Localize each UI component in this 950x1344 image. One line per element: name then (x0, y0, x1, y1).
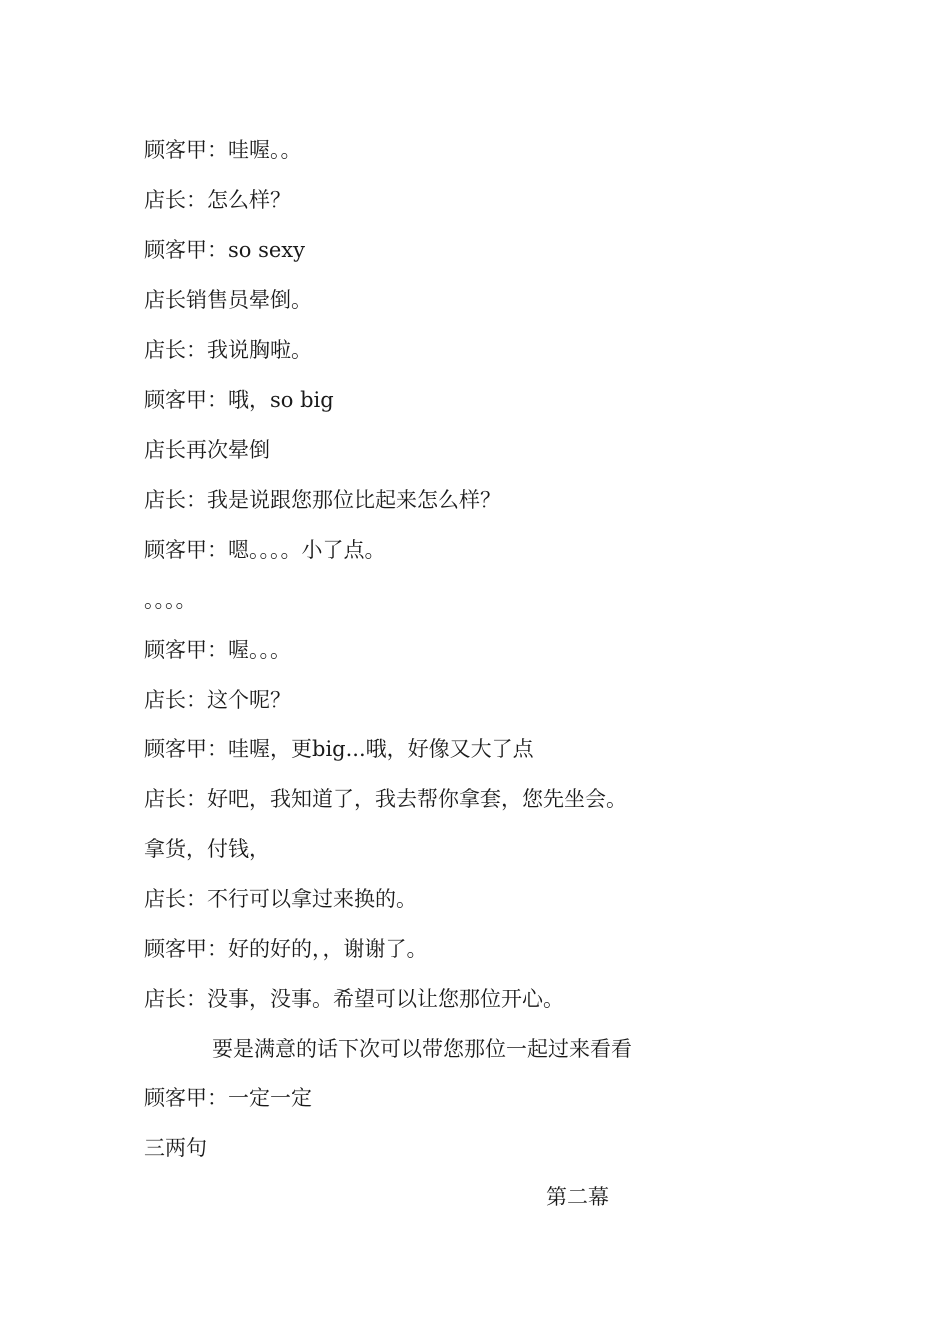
stage-direction: 拿货，付钱， (144, 837, 270, 861)
dialogue-line: 店长：没事，没事。希望可以让您那位开心。 (144, 987, 564, 1011)
dialogue-line: 顾客甲：嗯。。。。小了点。 (144, 538, 386, 562)
dialogue-line: 顾客甲：哦，so big (144, 388, 334, 412)
dialogue-line: 顾客甲：喔。。。 (144, 638, 291, 662)
ellipsis-line: 。。。。 (144, 588, 197, 612)
dialogue-line: 顾客甲：哇喔，更big...哦，好像又大了点 (144, 737, 534, 761)
dialogue-line: 店长：我说胸啦。 (144, 338, 312, 362)
section-heading: 第二幕 (546, 1185, 609, 1209)
stage-direction: 三两句 (144, 1136, 207, 1160)
dialogue-continuation: 要是满意的话下次可以带您那位一起过来看看 (212, 1037, 632, 1061)
dialogue-line: 顾客甲：哇喔。。 (144, 138, 302, 162)
stage-direction: 店长再次晕倒 (144, 438, 270, 462)
stage-direction: 店长销售员晕倒。 (144, 288, 312, 312)
dialogue-line: 店长：这个呢？ (144, 688, 291, 712)
dialogue-line: 店长：好吧，我知道了，我去帮你拿套，您先坐会。 (144, 787, 627, 811)
dialogue-line: 顾客甲：好的好的，，谢谢了。 (144, 937, 428, 961)
dialogue-line: 店长：怎么样？ (144, 188, 291, 212)
dialogue-line: 店长：我是说跟您那位比起来怎么样？ (144, 488, 501, 512)
dialogue-line: 顾客甲：so sexy (144, 238, 306, 262)
dialogue-line: 顾客甲：一定一定 (144, 1086, 312, 1110)
dialogue-line: 店长：不行可以拿过来换的。 (144, 887, 417, 911)
